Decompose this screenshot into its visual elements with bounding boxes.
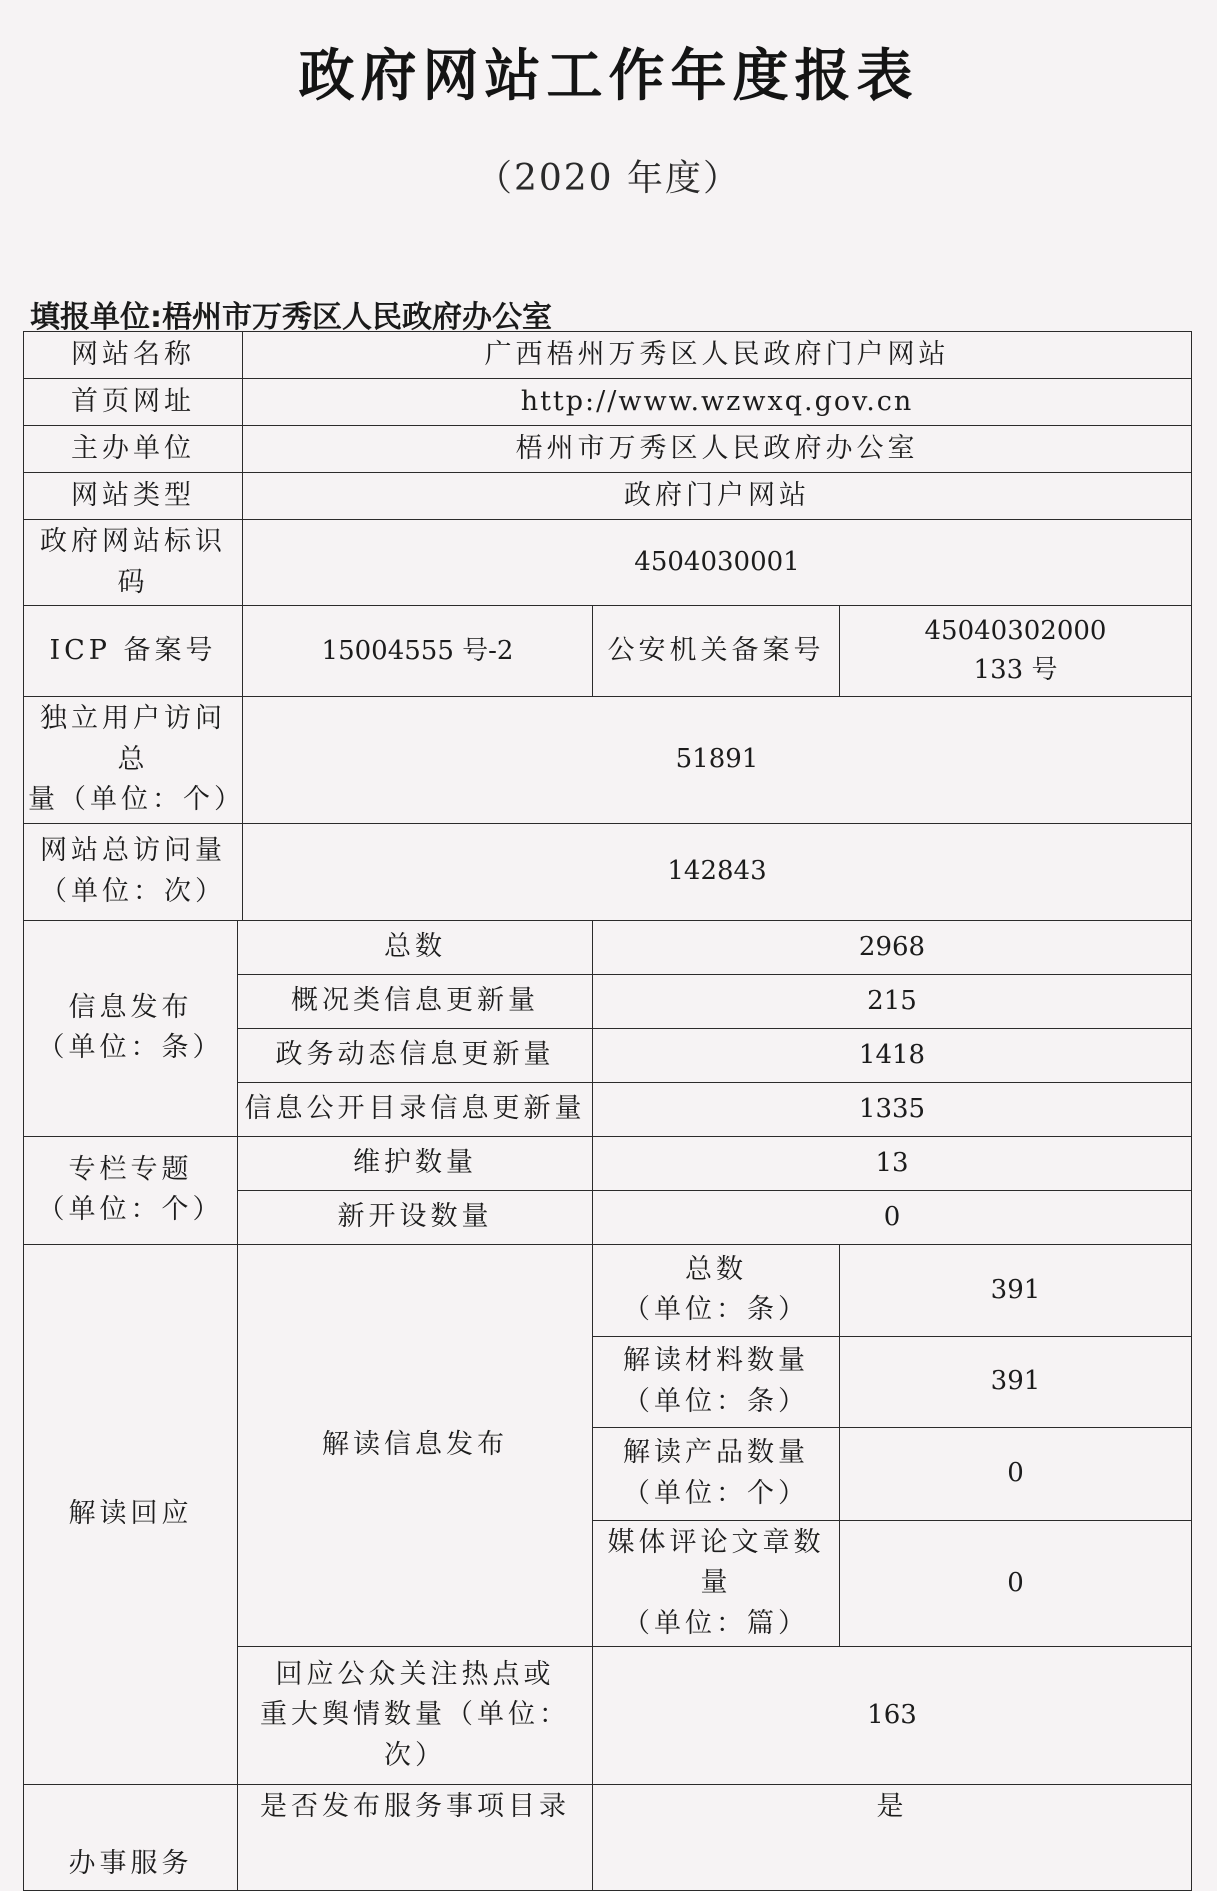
columns-label: 专栏专题 （单位：个） xyxy=(24,1136,238,1244)
columns-new-label: 新开设数量 xyxy=(238,1190,593,1244)
columns-new-value: 0 xyxy=(593,1190,1192,1244)
service-catalog-label: 是否发布服务事项目录 xyxy=(238,1785,593,1891)
news-update-value: 1418 xyxy=(593,1028,1192,1082)
info-total-value: 2968 xyxy=(593,920,1192,974)
interp-materials-label: 解读材料数量 （单位：条） xyxy=(593,1336,840,1427)
service-catalog-value: 是 xyxy=(593,1785,1192,1891)
icp-value: 15004555 号-2 xyxy=(243,606,593,697)
service-label: 办事服务 xyxy=(24,1785,238,1891)
report-table xyxy=(23,331,1192,1891)
sponsor-label: 主办单位 xyxy=(24,426,243,473)
table-row xyxy=(24,823,1192,920)
site-type-value: 政府门户网站 xyxy=(243,473,1192,520)
homepage-value: http://www.wzwxq.gov.cn xyxy=(243,379,1192,426)
police-record-value: 45040302000 133 号 xyxy=(840,606,1192,697)
interpretation-publish-label: 解读信息发布 xyxy=(238,1244,593,1647)
homepage-label: 首页网址 xyxy=(24,379,243,426)
police-record-label: 公安机关备案号 xyxy=(593,606,840,697)
table-row xyxy=(24,1785,1192,1891)
table-row xyxy=(24,1136,1192,1190)
info-total-label: 总数 xyxy=(238,920,593,974)
interpretation-label: 解读回应 xyxy=(24,1244,238,1785)
table-row xyxy=(24,920,1192,974)
info-publish-label: 信息发布 （单位：条） xyxy=(24,920,238,1136)
filling-unit: 填报单位:梧州市万秀区人民政府办公室 xyxy=(30,300,552,335)
overview-update-value: 215 xyxy=(593,974,1192,1028)
site-name-value: 广西梧州万秀区人民政府门户网站 xyxy=(243,332,1192,379)
unique-visitors-label: 独立用户访问总 量（单位：个） xyxy=(24,697,243,824)
sponsor-value: 梧州市万秀区人民政府办公室 xyxy=(243,426,1192,473)
table-row xyxy=(24,520,1192,606)
site-name-label: 网站名称 xyxy=(24,332,243,379)
site-code-value: 4504030001 xyxy=(243,520,1192,606)
report-year: （2020 年度） xyxy=(475,158,742,199)
overview-update-label: 概况类信息更新量 xyxy=(238,974,593,1028)
interp-media-label: 媒体评论文章数量 （单位：篇） xyxy=(593,1520,840,1647)
interp-media-value: 0 xyxy=(840,1520,1192,1647)
table-row xyxy=(24,697,1192,824)
interp-materials-value: 391 xyxy=(840,1336,1192,1427)
interp-total-label: 总数 （单位：条） xyxy=(593,1244,840,1336)
hotspot-response-label: 回应公众关注热点或 重大舆情数量（单位： 次） xyxy=(238,1647,593,1785)
news-update-label: 政务动态信息更新量 xyxy=(238,1028,593,1082)
page-title: 政府网站工作年度报表 xyxy=(298,44,919,109)
site-type-label: 网站类型 xyxy=(24,473,243,520)
table-row xyxy=(24,379,1192,426)
interp-products-label: 解读产品数量 （单位：个） xyxy=(593,1427,840,1520)
interp-products-value: 0 xyxy=(840,1427,1192,1520)
total-visits-label: 网站总访问量 （单位：次） xyxy=(24,823,243,920)
table-row xyxy=(24,1244,1192,1336)
columns-maintained-value: 13 xyxy=(593,1136,1192,1190)
catalog-update-value: 1335 xyxy=(593,1082,1192,1136)
table-row xyxy=(24,606,1192,697)
interp-total-value: 391 xyxy=(840,1244,1192,1336)
catalog-update-label: 信息公开目录信息更新量 xyxy=(238,1082,593,1136)
table-row xyxy=(24,426,1192,473)
site-code-label: 政府网站标识码 xyxy=(24,520,243,606)
icp-label: ICP 备案号 xyxy=(24,606,243,697)
table-row xyxy=(24,332,1192,379)
total-visits-value: 142843 xyxy=(243,823,1192,920)
columns-maintained-label: 维护数量 xyxy=(238,1136,593,1190)
table-row xyxy=(24,473,1192,520)
hotspot-response-value: 163 xyxy=(593,1647,1192,1785)
unique-visitors-value: 51891 xyxy=(243,697,1192,824)
